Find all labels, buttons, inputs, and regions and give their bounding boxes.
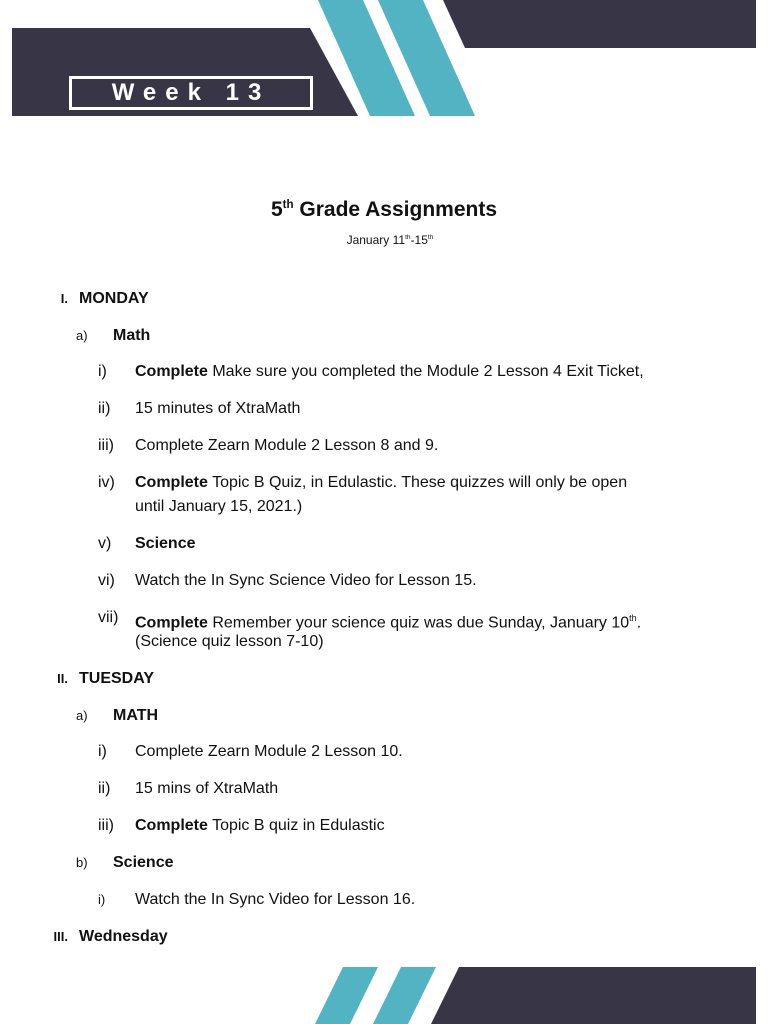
date-range: January 11th-15th	[346, 233, 434, 247]
footer-dark-band	[431, 967, 756, 1024]
section-label: Wednesday	[79, 928, 168, 945]
subsection-letter: a)	[76, 328, 88, 343]
subsection-label: Math	[113, 327, 151, 344]
subsection-letter: a)	[76, 708, 88, 723]
header-dark-top-right	[443, 0, 756, 48]
subsection-label: MATH	[113, 707, 159, 724]
footer-teal-stripe-1	[315, 967, 378, 1024]
subsection-label: Science	[113, 854, 174, 871]
week-label-box	[69, 76, 313, 110]
section-label: MONDAY	[79, 290, 149, 307]
week-label: Week 13	[111, 79, 271, 106]
footer-teal-stripe-2	[373, 967, 436, 1024]
section-number: II.	[57, 671, 68, 686]
list-item-continuation: (Science quiz lesson 7-10)	[135, 633, 324, 650]
page-title: 5th Grade Assignments	[270, 198, 498, 221]
subsection-letter: b)	[76, 855, 88, 870]
section-label: TUESDAY	[79, 670, 154, 687]
list-item-continuation: until January 15, 2021.)	[135, 498, 303, 515]
section-number: III.	[53, 929, 68, 944]
section-number: I.	[60, 291, 68, 306]
